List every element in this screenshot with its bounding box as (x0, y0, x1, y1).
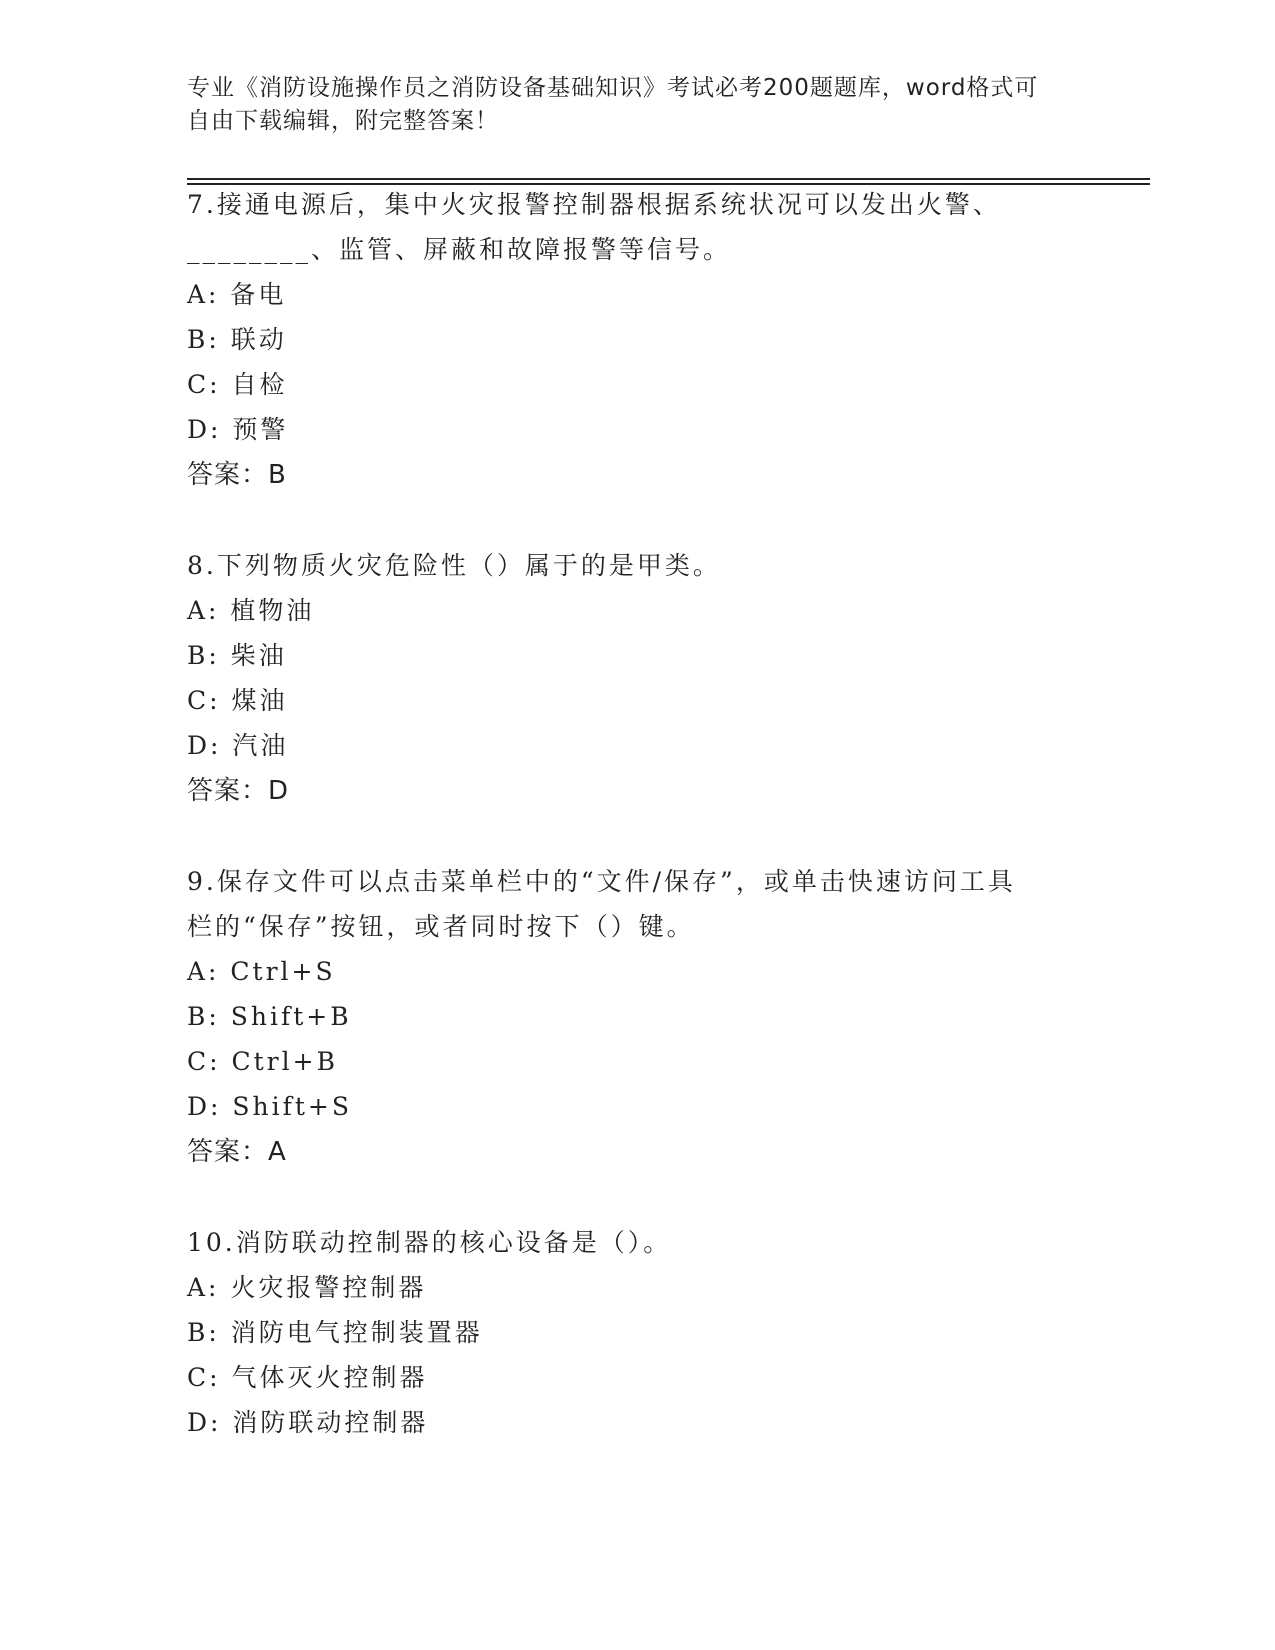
option-a: A: 备电 (187, 280, 287, 309)
header-line-2: 自由下载编辑，附完整答案！ (187, 108, 499, 134)
option-a: A: Ctrl+S (187, 957, 336, 986)
header-line-1: 专业《消防设施操作员之消防设备基础知识》考试必考200题题库，word格式可 (187, 75, 1039, 101)
option-a: A: 火灾报警控制器 (187, 1273, 427, 1302)
question-stem-line-2: 栏的“保存”按钮，或者同时按下（）键。 (187, 912, 695, 941)
option-d: D: 预警 (187, 415, 289, 444)
header-divider-bottom (187, 183, 1150, 185)
option-b: B: 柴油 (187, 641, 287, 670)
answer-key: 答案：B (187, 460, 287, 490)
option-d: D: Shift+S (187, 1092, 353, 1121)
option-a: A: 植物油 (187, 596, 315, 625)
option-c: C: 煤油 (187, 686, 288, 715)
option-b: B: 消防电气控制装置器 (187, 1318, 483, 1347)
document-header (187, 72, 1067, 138)
answer-key: 答案：A (187, 1137, 287, 1167)
answer-key: 答案：D (187, 776, 290, 806)
header-divider-top (187, 178, 1150, 180)
option-b: B: 联动 (187, 325, 287, 354)
option-d: D: 消防联动控制器 (187, 1408, 429, 1437)
question-stem-line-1: 7.接通电源后，集中火灾报警控制器根据系统状况可以发出火警、 (187, 190, 1001, 219)
option-b: B: Shift+B (187, 1002, 352, 1031)
question-stem-line-2: ________、监管、屏蔽和故障报警等信号。 (187, 235, 732, 264)
option-d: D: 汽油 (187, 731, 289, 760)
question-stem-line-1: 9.保存文件可以点击菜单栏中的“文件/保存”，或单击快速访问工具 (187, 867, 1016, 896)
question-stem-line-1: 8.下列物质火灾危险性（）属于的是甲类。 (187, 551, 721, 580)
question-stem-line-1: 10.消防联动控制器的核心设备是（）。 (187, 1228, 672, 1257)
option-c: C: Ctrl+B (187, 1047, 338, 1076)
option-c: C: 自检 (187, 370, 288, 399)
option-c: C: 气体灭火控制器 (187, 1363, 428, 1392)
